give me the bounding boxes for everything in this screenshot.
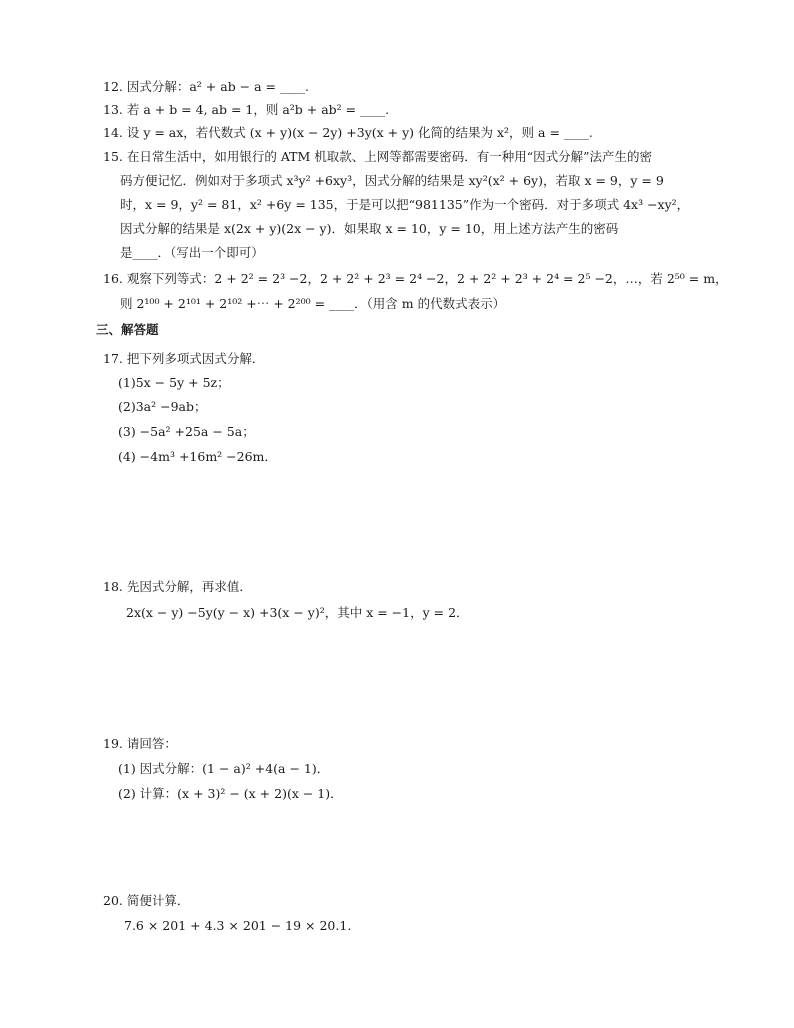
question-16-line-1: 16. 观察下列等式：2 + 2² = 2³ −2，2 + 2² + 2³ = 2⁴ −2，2 + 2² + 2³ + 2⁴ = 2⁵ −2，…，若 2⁵⁰ = m， [103,271,728,286]
question-12: 12. 因式分解：a² + ab − a = ____. [103,79,309,94]
question-17-part-3: (3) −5a² +25a − 5a； [118,424,255,439]
question-18: 18. 先因式分解，再求值． [103,579,252,594]
question-15-line-4: 因式分解的结果是 x(2x + y)(2x − y)．如果取 x = 10，y = 10，用上述方法产生的密码 [120,221,619,236]
question-15-line-2: 码方便记忆．例如对于多项式 x³y² +6xy³，因式分解的结果是 xy²(x² + 6y)，若取 x = 9，y = 9 [120,173,664,188]
question-19: 19. 请回答： [103,736,177,751]
question-15-line-3: 时，x = 9，y² = 81，x² +6y = 135，于是可以把“981135”作为一个密码．对于多项式 4x³ −xy²， [120,197,690,212]
question-19-part-1: (1) 因式分解：(1 − a)² +4(a − 1)． [118,761,330,776]
question-15-line-5: 是____．（写出一个即可） [120,245,264,260]
question-17-part-2: (2)3a² −9ab； [118,399,207,414]
question-20-expression: 7.6 × 201 + 4.3 × 201 − 19 × 20.1. [124,918,352,933]
question-16-line-2: 则 2¹⁰⁰ + 2¹⁰¹ + 2¹⁰² +⋯ + 2²⁰⁰ = ____．（用含 m 的代数式表示） [120,296,506,311]
question-13: 13. 若 a + b = 4, ab = 1，则 a²b + ab² = ____. [103,102,390,117]
question-17: 17. 把下列多项式因式分解． [103,351,265,366]
question-19-part-2: (2) 计算：(x + 3)² − (x + 2)(x − 1)． [118,786,343,801]
section-heading: 三、解答题 [96,322,159,337]
question-17-part-1: (1)5x − 5y + 5z； [118,375,230,390]
question-20: 20. 简便计算． [103,893,190,908]
question-18-expression: 2x(x − y) −5y(y − x) +3(x − y)²，其中 x = −1，y = 2． [126,605,469,620]
question-17-part-4: (4) −4m³ +16m² −26m． [118,449,277,464]
question-14: 14. 设 y = ax，若代数式 (x + y)(x − 2y) +3y(x + y) 化简的结果为 x²，则 a = ____. [103,125,593,140]
question-15-line-1: 15. 在日常生活中，如用银行的 ATM 机取款、上网等都需要密码．有一种用“因式分解”法产生的密 [103,149,653,164]
